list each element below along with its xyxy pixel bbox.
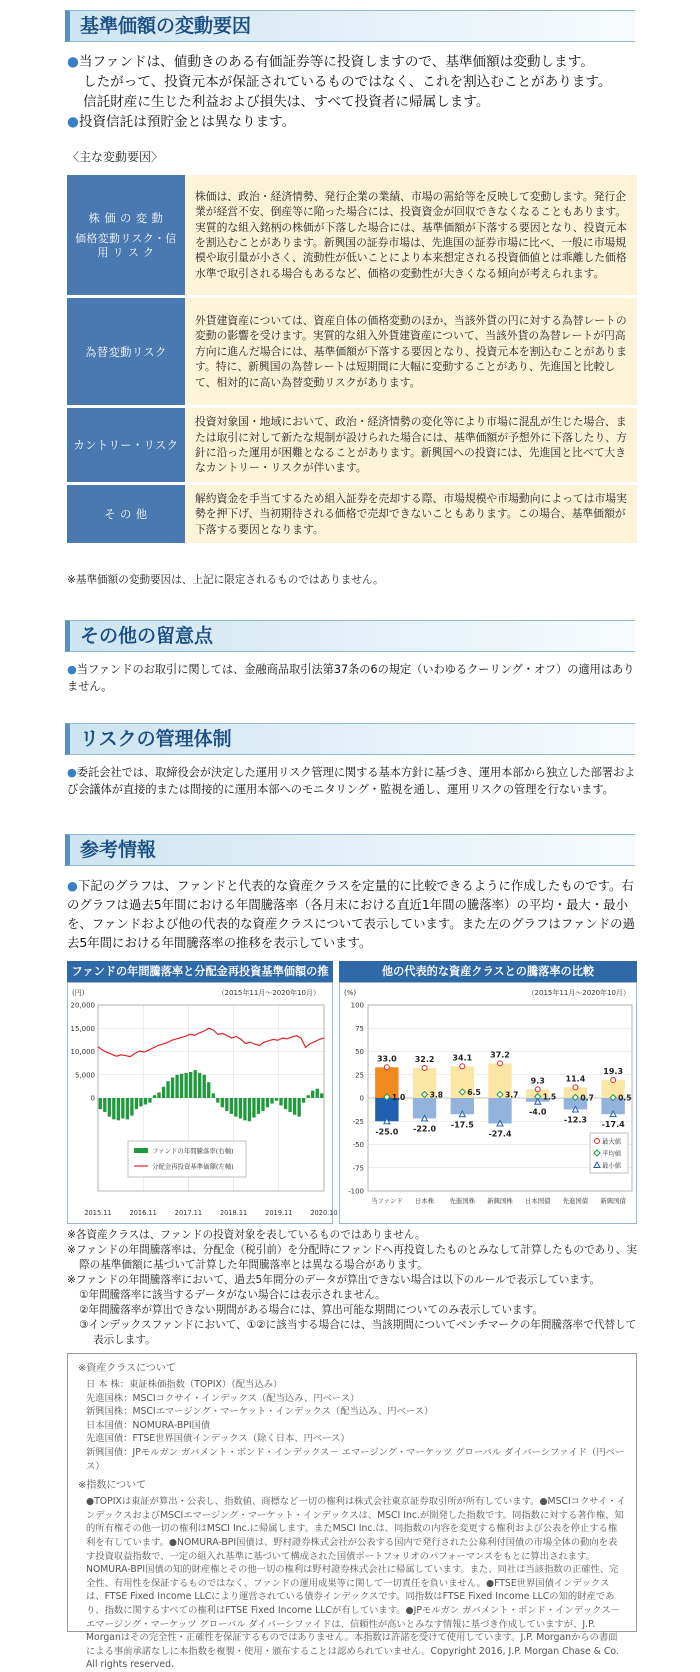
annual-return-bar [112, 1098, 115, 1119]
annual-return-bar [248, 1098, 251, 1121]
annual-return-bar [117, 1098, 120, 1120]
annual-return-bar [166, 1081, 169, 1098]
annual-return-bar [144, 1098, 147, 1105]
legend-label: 平均値 [602, 1149, 622, 1158]
annual-return-bar [175, 1075, 178, 1098]
asset-class-line: 日 本 株：東証株価指数（TOPIX）（配当込み） [86, 1379, 283, 1390]
table-row [67, 485, 637, 543]
chart-note: ※ファンドの年間騰落率において、過去5年間分のデータが算出できない場合は以下のルールで表示しています。 [67, 1274, 601, 1286]
right-chart-box [339, 982, 637, 1224]
annual-return-bar [130, 1098, 133, 1116]
bullet-text: したがって、投資元本が保証されているものではなく、これを割込むことがあります。 [83, 74, 612, 90]
annual-return-bar [121, 1098, 124, 1118]
max-value-label: 11.4 [565, 1074, 586, 1084]
annual-return-bar [297, 1098, 300, 1117]
y-tick-label: -75 [352, 1164, 364, 1173]
risk-description: 投資対象国・地域において、政治・経済情勢の変化等により市場に混乱が生じた場合、または取引に対して新たな規制が設けられた場合には、基準価額が予想外に下落したり、方針に沿った運用が困難となることがあります。新興国への投資には、先進国と比べて大きなカントリー・リスクが伴います。 [185, 408, 637, 482]
legend-swatch-bar [134, 1148, 148, 1153]
category-label: 当ファンド [370, 1197, 403, 1205]
section-heading-reference: 参考情報 [65, 834, 635, 866]
bullet-text: 委託会社では、取締役会が決定した運用リスク管理に関する基本方針に基づき、運用本部から独立した部署および会議体が直接的または間接的に運用本部へのモニタリング・監視を通し、運用リスクの管理を行ないます。 [67, 766, 636, 796]
annual-return-bar [316, 1089, 319, 1098]
annual-return-bar [126, 1098, 129, 1119]
x-tick-label: 2017.11 [174, 1209, 203, 1217]
annual-return-bar [234, 1098, 237, 1117]
bullet-text: 投資信託は預貯金とは異なります。 [78, 114, 296, 130]
table-row [67, 408, 637, 482]
right-axis-unit: (%) [344, 989, 357, 997]
annual-return-bar [212, 1093, 215, 1098]
left-tick-label: 15,000 [70, 1024, 95, 1033]
legend-label: ファンドの年間騰落率(右軸) [152, 1147, 234, 1155]
chart-notes [67, 1228, 642, 1348]
min-value-label: -17.5 [450, 1120, 474, 1130]
legend-label: 最大値 [602, 1137, 622, 1146]
y-tick-label: 75 [355, 1024, 364, 1033]
max-point [384, 1065, 389, 1070]
min-value-label: -27.4 [488, 1129, 512, 1139]
annual-return-bar [261, 1098, 264, 1111]
annual-return-bar [225, 1098, 228, 1111]
left-chart [68, 983, 338, 1223]
annual-return-bar [162, 1087, 165, 1098]
asset-class-line: 新興国債：JPモルガン ガバメント・ボンド・インデックス－ エマージング・マーケッツ グローバル ダイバーシファイド（円ベース） [86, 1446, 625, 1472]
right-chart-title: 他の代表的な資産クラスとの騰落率の比較 [339, 961, 637, 982]
min-value-label: -25.0 [375, 1127, 399, 1137]
category-label: 先進国株 [449, 1197, 476, 1205]
risk-label: 株 価 の 変 動 [88, 212, 164, 225]
max-value-label: 19.3 [603, 1067, 624, 1077]
annual-return-bar [311, 1091, 314, 1098]
min-value-label: -12.3 [563, 1115, 587, 1125]
avg-value-label: 0.7 [580, 1093, 594, 1103]
annual-return-bar [153, 1095, 156, 1098]
avg-value-label: 3.8 [429, 1090, 444, 1100]
avg-value-label: 1.5 [542, 1092, 557, 1102]
legend-label: 分配金再投資基準価額(左軸) [152, 1162, 234, 1171]
risk-label-cell [67, 408, 185, 482]
bullet-dot-icon: ● [67, 114, 79, 130]
annual-return-bar [198, 1073, 201, 1098]
bullet-text: 信託財産に生じた利益および損失は、すべて投資者に帰属します。 [83, 94, 490, 110]
min-value-label: -22.0 [413, 1124, 437, 1134]
max-value-label: 33.0 [376, 1054, 397, 1064]
max-value-label: 32.2 [414, 1055, 435, 1065]
annual-return-bar [266, 1098, 269, 1107]
table-row [67, 175, 637, 295]
annual-return-bar [180, 1074, 183, 1098]
risk-description: 解約資金を手当てするため組入証券を売却する際、市場規模や市場動向によっては市場実勢を押下げ、当初期待される価格で売却できないこともあります。この場合、基準価額が下落する要因となります。 [185, 485, 637, 543]
annual-return-bar [184, 1073, 187, 1098]
max-point [498, 1061, 503, 1066]
y-tick-label: 50 [355, 1048, 364, 1056]
risk-label: カントリー・リスク [73, 439, 179, 452]
asset-class-line: 先進国株：MSCIコクサイ・インデックス（配当込み、円ベース） [86, 1392, 360, 1404]
annual-return-bar [221, 1098, 224, 1107]
table-row [67, 298, 637, 405]
other-notes-text [67, 662, 637, 695]
y-tick-label: 0 [359, 1094, 364, 1103]
x-tick-label: 2019.11 [265, 1209, 293, 1217]
left-chart-title: ファンドの年間騰落率と分配金再投資基準価額の推 [67, 961, 333, 982]
annual-return-bar [320, 1093, 323, 1098]
index-box-heading: ※資産クラスについて [78, 1363, 176, 1374]
annual-return-bar [99, 1098, 102, 1109]
left-tick-label: 10,000 [70, 1048, 95, 1056]
risk-label-cell [67, 298, 185, 405]
annual-return-bar [103, 1098, 106, 1112]
annual-return-bar [207, 1082, 210, 1098]
reference-text [67, 876, 637, 952]
chart-note: ①年間騰落率に該当するデータがない場合には表示されません。 [79, 1289, 386, 1301]
category-label: 先進国債 [562, 1197, 589, 1205]
bullet-text: 下記のグラフは、ファンドと代表的な資産クラスを定量的に比較できるように作成したものです。右のグラフは過去5年間における年間騰落率（各月末における直近1年間の騰落率）の平均・最大・最小を、ファンドおよび他の代表的な資産クラスについて表示しています。また左のグラフはファンドの過去5年間における年間騰落率の推移を表示しています。 [67, 878, 635, 950]
annual-return-bar [279, 1098, 282, 1105]
avg-value-label: 3.7 [505, 1090, 519, 1100]
right-chart [340, 983, 636, 1223]
annual-return-bar [307, 1095, 310, 1098]
annual-return-bar [157, 1092, 160, 1098]
index-box-heading: ※指数について [78, 1480, 147, 1492]
left-tick-label: 20,000 [70, 1001, 95, 1010]
annual-return-bar [302, 1098, 305, 1103]
section-heading-risk-management: リスクの管理体制 [65, 723, 635, 755]
annual-return-bar [171, 1078, 174, 1098]
annual-return-bar [243, 1098, 246, 1120]
annual-return-bar [293, 1098, 296, 1115]
annual-return-bar [135, 1098, 138, 1109]
index-about-text: ●TOPIXは東証が算出・公表し、指数値、商標など一切の権利は株式会社東京証券取引所が所有しています。●MSCIコクサイ・インデックスおよびMSCIエマージング・マーケット・インデックスは、MSCI Inc.が開発した指数です。同指数に対する著作権、知的所有権その他一切の権利はMSCI Inc.に帰属します。またMSCI Inc.は、同指数の内容を変更する権利および公表を停止する権利を有しています。●NOMURA-BPI国債は、野村證券株式会社が公表する国内で発行された公募利付国債の市場全体の動向を表す投資収益指数で、一定の組入れ基準に基づいて構成された国債ポートフォリオのパフォーマンスをもとに算出されます。NOMURA-BPI国債の知的財産権とその他一切の権利は野村證券株式会社に帰属しています。また、同社は当該指数の正確性、完全性、有用性を保証するものではなく、ファンドの運用成果等に関して一切責任を負いません。●FTSE世界国債インデックスは、FTSE Fixed Income LLCにより運営されている債券インデックスです。同指数はFTSE Fixed Income LLCの知的財産であり、指数に関するすべての権利はFTSE Fixed Income LLCが有しています。●JPモルガン ガバメント・ボンド・インデックス－ エマージング・マーケッツ グローバル ダイバーシファイドは、信頼性が高いとみなす情報に基づき作成していますが、J.P. Morganはその完全性・正確性を保証するものではありません。本指数は許諾を受けて使用しています。J.P. Morganからの書面による事前承諾なしに本指数を複製・使用・頒布することは認められていません。Copyright 2016, J.P. Morgan Chase & Co. All rights reserved. [86, 1496, 626, 1671]
bullet-text: 当ファンドのお取引に関しては、金融商品取引法第37条の6の規定（いわゆるクーリング・オフ）の適用はありません。 [67, 663, 635, 693]
risk-description: 株価は、政治・経済情勢、発行企業の業績、市場の需給等を反映して変動します。発行企業が経営不安、倒産等に陥った場合には、投資資金が回収できなくなることもあります。実質的な組入銘柄の株価が下落した場合には、基準価額が下落する要因となり、投資元本を割込むことがあります。新興国の証券市場は、先進国の証券市場に比べ、一般に市場規模や取引量が小さく、流動性が低いことにより本来想定される投資価値とは乖離した価格水準で取引される場合もあるなど、価格の変動性が大きくなる傾向が考えられます。 [185, 175, 637, 295]
risk-sub-label: 価格変動リスク・信 用 リ ス ク [75, 232, 177, 259]
x-tick-label: 2020.10 [310, 1209, 338, 1217]
risk-label-cell [67, 175, 185, 295]
risk-label: 為替変動リスク [85, 345, 167, 359]
y-tick-label: 100 [350, 1001, 364, 1010]
avg-value-label: 6.5 [467, 1087, 481, 1097]
y-tick-label: -50 [352, 1141, 364, 1149]
annual-return-bar [275, 1098, 278, 1101]
min-value-label: -17.4 [601, 1120, 625, 1130]
max-point [422, 1066, 427, 1071]
index-description-box [67, 1353, 637, 1671]
avg-value-label: 0.5 [618, 1093, 632, 1103]
annual-return-bar [194, 1070, 197, 1098]
left-tick-label: 0 [90, 1094, 95, 1103]
asset-class-line: 日本国債：NOMURA-BPI国債 [86, 1419, 211, 1431]
chart-note: ③インデックスファンドにおいて、①②に該当する場合には、当該期間についてベンチマークの年間騰落率で代替して表示します。 [79, 1319, 637, 1346]
y-tick-label: 25 [355, 1071, 364, 1080]
chart-period: （2015年11月～2020年10月） [527, 989, 630, 997]
chart-note: ②年間騰落率が算出できない期間がある場合には、算出可能な期間についてのみ表示しています。 [79, 1304, 543, 1316]
category-label: 新興国債 [600, 1197, 626, 1205]
annual-return-bar [230, 1098, 233, 1114]
category-label: 日本国債 [524, 1197, 551, 1205]
x-tick-label: 2018.11 [219, 1209, 248, 1217]
category-label: 日本株 [414, 1197, 435, 1205]
legend-max-icon [595, 1139, 600, 1144]
legend-label: 最小値 [602, 1161, 622, 1170]
annual-return-bar [270, 1098, 273, 1104]
annual-return-bar [108, 1098, 111, 1117]
annual-return-bar [203, 1075, 206, 1098]
asset-class-line: 先進国債：FTSE世界国債インデックス（除く日本、円ベース） [86, 1433, 350, 1445]
max-value-label: 37.2 [490, 1050, 510, 1060]
left-tick-label: 5,000 [74, 1071, 95, 1080]
annual-return-bar [148, 1098, 151, 1103]
max-point [611, 1078, 616, 1083]
max-point [573, 1085, 578, 1090]
max-point [535, 1087, 540, 1092]
section-heading-other-notes: その他の留意点 [65, 620, 635, 652]
annual-return-bar [189, 1072, 192, 1098]
chart-note: ※各資産クラスは、ファンドの投資対象を表しているものではありません。 [67, 1229, 426, 1241]
risk-management-text [67, 765, 637, 798]
annual-return-bar [288, 1098, 291, 1112]
annual-return-bar [239, 1098, 242, 1118]
left-chart-box [67, 982, 338, 1224]
max-value-label: 9.3 [530, 1076, 545, 1086]
risk-label: そ の 他 [104, 508, 148, 522]
annual-return-bar [139, 1098, 142, 1106]
y-tick-label: -25 [352, 1117, 364, 1126]
risk-label-cell [67, 485, 185, 543]
y-tick-label: -100 [348, 1187, 364, 1196]
category-label: 新興国株 [487, 1197, 513, 1205]
annual-return-bar [252, 1098, 255, 1118]
x-tick-label: 2016.11 [129, 1209, 157, 1217]
bullet-dot-icon: ● [67, 878, 78, 893]
asset-class-line: 新興国株：MSCIエマージング・マーケット・インデックス（配当込み、円ベース） [86, 1406, 434, 1418]
chart-period: （2015年11月～2020年10月） [217, 989, 320, 997]
fluctuation-bullets [67, 52, 637, 132]
risk-description: 外貨建資産については、資産自体の価格変動のほか、当該外貨の円に対する為替レートの変動の影響を受けます。実質的な組入外貨建資産について、当該外貨の為替レートが円高方向に進んだ場合には、基準価額が下落する要因となり、投資元本を割込むことがあります。特に、新興国の為替レートは短期間に大幅に変動することがあり、先進国と比較して、相対的に高い為替変動リスクがあります。 [185, 298, 637, 405]
bullet-dot-icon: ● [67, 663, 77, 676]
min-value-label: -4.0 [528, 1107, 547, 1117]
annual-return-bar [284, 1098, 287, 1109]
section-heading-fluctuation: 基準価額の変動要因 [65, 10, 635, 42]
main-factors-label: 〈主な変動要因〉 [67, 150, 164, 164]
chart-note: ※ファンドの年間騰落率は、分配金（税引前）を分配時にファンドへ再投資したものとみなして計算したものであり、実際の基準価額に基づいて計算した年間騰落率とは異なる場合があります。 [67, 1244, 637, 1271]
annual-return-bar [257, 1098, 260, 1114]
nav-line [98, 1028, 324, 1056]
bullet-dot-icon: ● [67, 766, 77, 779]
max-point [460, 1064, 465, 1069]
max-value-label: 34.1 [452, 1053, 473, 1063]
risk-factor-table [67, 172, 637, 546]
x-tick-label: 2015.11 [84, 1209, 112, 1217]
avg-value-label: 1.0 [391, 1093, 406, 1103]
bullet-text: 当ファンドは、値動きのある有価証券等に投資しますので、基準価額は変動します。 [78, 54, 594, 70]
bullet-dot-icon: ● [67, 54, 79, 70]
risk-note: ※基準価額の変動要因は、上記に限定されるものではありません。 [67, 574, 384, 586]
left-axis-unit: (円) [72, 989, 85, 997]
annual-return-bar [216, 1098, 219, 1103]
